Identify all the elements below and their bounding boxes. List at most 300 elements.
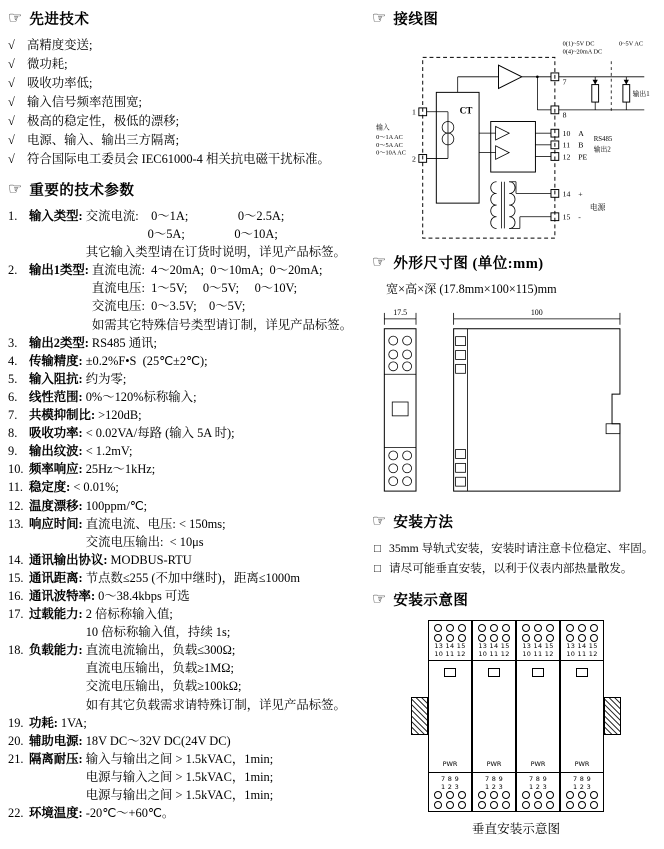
param-number: 10. <box>8 462 24 477</box>
param-line: 直流电流输出，负载≤300Ω; <box>85 643 236 658</box>
param-line: RS485 通讯; <box>91 335 157 350</box>
param-line: 25Hz～1kHz; <box>85 462 156 477</box>
feature-item <box>8 36 362 55</box>
module-window <box>488 668 500 677</box>
section-title-install-method: 安装方法 <box>393 515 454 531</box>
screw-circle <box>490 801 498 809</box>
params-list <box>8 207 362 822</box>
param-line: < 0.01%; <box>73 480 119 495</box>
screw-circle <box>446 624 454 632</box>
screw-circle <box>566 801 574 809</box>
feature-text: 输入信号频率范围宽; <box>27 95 142 109</box>
param-row <box>8 370 362 388</box>
check-mark: √ <box>8 133 15 147</box>
screw-circle <box>458 634 466 642</box>
param-row <box>8 497 362 515</box>
terminal-circles <box>476 624 512 642</box>
install-text: 35mm 导轨式安装，安装时请注意卡位稳定、牢固。 <box>389 542 654 555</box>
param-line: ±0.2%F•S (25℃±2℃); <box>85 353 208 368</box>
param-value <box>86 515 226 551</box>
pointer-icon: ☞ <box>372 9 387 27</box>
screw-circle <box>434 801 442 809</box>
param-number: 6. <box>8 389 18 404</box>
screw-circle <box>502 624 510 632</box>
param-label: 输入类型: <box>29 209 83 223</box>
check-mark: √ <box>8 38 15 52</box>
feature-item <box>8 112 362 131</box>
checkbox-icon: □ <box>374 542 382 555</box>
param-line: < 1.2mV; <box>85 444 133 459</box>
section-title-tech-params: 重要的技术参数 <box>29 183 135 199</box>
section-install-method-header <box>372 511 660 532</box>
param-line: 交流电压: 0～3.5V; 0～5V; <box>91 299 246 314</box>
screw-circle <box>458 791 466 799</box>
svg-text:0～1A AC: 0～1A AC <box>376 134 403 141</box>
svg-text:8: 8 <box>562 110 567 120</box>
param-line: 100ppm/℃; <box>85 498 148 513</box>
param-label: 稳定度: <box>29 480 71 495</box>
pointer-icon: ☞ <box>372 253 387 271</box>
svg-text:输出2: 输出2 <box>593 146 611 154</box>
param-line: < 0.02VA/每路 (输入 5A 时); <box>85 426 235 441</box>
screw-circle <box>590 801 598 809</box>
dimension-size-text: 宽×高×深 (17.8mm×100×115)mm <box>386 282 557 296</box>
screw-circle <box>478 624 486 632</box>
param-row <box>8 551 362 569</box>
screw-circle <box>546 791 554 799</box>
terminal-numbers: 10 11 12 <box>434 650 466 658</box>
feature-text: 微功耗; <box>27 57 68 71</box>
param-line: 0～38.4kbps 可选 <box>98 588 190 603</box>
param-number: 21. <box>8 751 24 766</box>
param-line: 交流电压输出: < 10μs <box>85 534 204 549</box>
param-label: 输入阻抗: <box>29 371 83 386</box>
screw-circle <box>458 624 466 632</box>
terminal-circles <box>564 624 600 642</box>
param-line: 约为零; <box>85 371 127 386</box>
param-line: 0～5A; 0～10A; <box>85 227 278 242</box>
param-label: 传输精度: <box>29 353 83 368</box>
param-row <box>8 442 362 460</box>
terminal-numbers: 10 11 12 <box>478 650 510 658</box>
param-row <box>8 587 362 605</box>
param-row <box>8 406 362 424</box>
param-value <box>86 497 147 515</box>
param-line: 2 倍标称输入值; <box>85 607 173 622</box>
param-row <box>8 641 362 713</box>
terminal-numbers: 7 8 9 <box>528 775 548 783</box>
param-line: 节点数≤255 (不加中继时)，距离≤1000m <box>85 570 300 585</box>
terminal-numbers: 1 2 3 <box>528 783 548 791</box>
svg-text:15: 15 <box>562 212 571 222</box>
screw-circle <box>490 624 498 632</box>
install-item <box>374 559 660 579</box>
param-value <box>86 388 197 406</box>
param-number: 5. <box>8 371 18 386</box>
param-number: 2. <box>8 263 18 278</box>
dimension-drawing <box>372 303 660 501</box>
param-line: 交流电压输出，负载≥100kΩ; <box>85 679 242 694</box>
param-label: 共模抑制比: <box>29 408 96 423</box>
terminal-numbers: 7 8 9 <box>572 775 592 783</box>
param-label: 输出2类型: <box>29 335 89 350</box>
output-terminals <box>551 73 613 222</box>
install-item <box>374 539 660 559</box>
param-line: 电源与输入之间 > 1.5kVAC，1min; <box>85 769 274 784</box>
param-label: 频率响应: <box>29 462 83 477</box>
svg-text:电源: 电源 <box>589 202 606 212</box>
param-line: 直流电压: 1～5V; 0～5V; 0～10V; <box>91 281 298 296</box>
param-row <box>8 334 362 352</box>
param-line: MODBUS-RTU <box>110 552 192 567</box>
param-value <box>86 641 346 713</box>
param-number: 7. <box>8 408 18 423</box>
param-line: 输入与输出之间 > 1.5kVAC，1min; <box>85 751 274 766</box>
screw-circle <box>490 791 498 799</box>
param-line: 0%～120%标称输入; <box>85 389 197 404</box>
right-column <box>372 8 660 837</box>
feature-text: 高精度变送; <box>27 38 93 52</box>
param-row <box>8 261 362 333</box>
screw-circle <box>434 634 442 642</box>
param-number: 12. <box>8 498 24 513</box>
diagram-caption: 垂直安装示意图 <box>471 822 561 836</box>
param-number: 8. <box>8 426 18 441</box>
module-window <box>576 668 588 677</box>
check-mark: √ <box>8 76 15 90</box>
screw-circle <box>478 634 486 642</box>
param-label: 输出1类型: <box>29 263 89 278</box>
terminal-numbers: 7 8 9 <box>440 775 460 783</box>
param-label: 响应时间: <box>29 516 83 531</box>
input-range-labels <box>376 122 406 156</box>
din-rail-right <box>604 697 621 735</box>
param-number: 15. <box>8 570 24 585</box>
screw-circle <box>578 801 586 809</box>
param-value <box>86 569 300 587</box>
feature-item <box>8 93 362 112</box>
svg-text:1: 1 <box>412 107 416 117</box>
svg-text:A: A <box>578 129 584 139</box>
screw-circle <box>458 801 466 809</box>
left-column <box>8 8 362 837</box>
checkbox-icon: □ <box>374 562 382 575</box>
svg-text:12: 12 <box>562 152 571 162</box>
param-line: 如有其它负载需求请特殊订制，详见产品标签。 <box>85 697 346 712</box>
param-line: -20℃～+60℃。 <box>85 806 175 821</box>
param-row <box>8 460 362 478</box>
screw-circle <box>578 791 586 799</box>
check-mark: √ <box>8 152 15 166</box>
screw-circle <box>522 634 530 642</box>
screw-circle <box>566 634 574 642</box>
section-install-diagram-header <box>372 589 660 610</box>
svg-text:输出1: 输出1 <box>632 91 650 99</box>
install-modules <box>428 620 604 812</box>
wiring-diagram <box>372 36 660 242</box>
din-rail-left <box>411 697 428 735</box>
param-row <box>8 804 362 822</box>
screw-circle <box>534 624 542 632</box>
param-number: 1. <box>8 209 18 223</box>
svg-text:B: B <box>578 140 584 150</box>
param-number: 18. <box>8 643 24 658</box>
feature-item <box>8 131 362 150</box>
param-number: 16. <box>8 588 24 603</box>
param-line: 直流电流: 4～20mA; 0～10mA; 0～20mA; <box>91 263 323 278</box>
screw-circle <box>502 634 510 642</box>
rs485-amplifier-block <box>479 122 551 173</box>
output1-dc-range-label2: 0(4)~20mA DC <box>562 48 603 56</box>
svg-text:11: 11 <box>562 140 571 150</box>
terminal-numbers: 1 2 3 <box>440 783 460 791</box>
front-view <box>384 329 416 491</box>
param-value <box>86 352 208 370</box>
screw-circle <box>522 791 530 799</box>
install-diagram <box>372 620 660 812</box>
module-pwr-label: PWR <box>530 760 546 768</box>
param-label: 输出纹波: <box>29 444 83 459</box>
section-title-advanced-tech: 先进技术 <box>29 12 90 28</box>
param-label: 通讯波特率: <box>29 588 96 603</box>
param-label: 功耗: <box>29 715 58 730</box>
param-value <box>73 478 119 496</box>
screw-circle <box>490 634 498 642</box>
param-row <box>8 605 362 641</box>
output1-dc-range-label: 0(1)~5V DC <box>562 40 595 48</box>
module-body <box>517 660 559 773</box>
screw-circle <box>534 634 542 642</box>
terminal-circles <box>432 791 468 809</box>
param-value <box>98 587 190 605</box>
svg-text:PE: PE <box>578 152 588 162</box>
param-line: 交流电流: 0～1A; 0～2.5A; <box>85 209 285 223</box>
terminal-numbers: 1 2 3 <box>572 783 592 791</box>
screw-circle <box>446 634 454 642</box>
svg-text:7: 7 <box>562 77 567 87</box>
param-line: 1VA; <box>60 715 87 730</box>
terminal-circles <box>432 624 468 642</box>
param-label: 温度漂移: <box>29 498 83 513</box>
feature-text: 极高的稳定性，极低的漂移; <box>27 114 180 128</box>
param-row <box>8 714 362 732</box>
width-dimension <box>384 308 416 325</box>
din-module <box>428 620 472 812</box>
screw-circle <box>546 634 554 642</box>
param-value <box>86 442 133 460</box>
power-transformer <box>491 182 551 229</box>
param-row <box>8 352 362 370</box>
param-number: 4. <box>8 353 18 368</box>
pointer-icon: ☞ <box>372 590 387 608</box>
pointer-icon: ☞ <box>372 512 387 530</box>
svg-text:输入: 输入 <box>376 124 390 132</box>
feature-text: 符合国际电工委员会 IEC61000-4 相关抗电磁干扰标准。 <box>27 152 330 166</box>
section-tech-params-header <box>8 179 362 200</box>
screw-circle <box>522 624 530 632</box>
pointer-icon: ☞ <box>8 9 23 27</box>
param-row <box>8 515 362 551</box>
section-title-wiring: 接线图 <box>393 12 439 28</box>
feature-item <box>8 55 362 74</box>
screw-circle <box>434 791 442 799</box>
param-label: 通讯输出协议: <box>29 552 108 567</box>
screw-circle <box>578 624 586 632</box>
terminal-numbers: 10 11 12 <box>566 650 598 658</box>
param-label: 吸收功率: <box>29 426 83 441</box>
param-label: 辅助电源: <box>29 733 83 748</box>
param-row <box>8 750 362 804</box>
feature-text: 吸收功率低; <box>27 76 93 90</box>
features-list <box>8 36 362 169</box>
param-row <box>8 569 362 587</box>
screw-circle <box>546 801 554 809</box>
module-pwr-label: PWR <box>442 760 458 768</box>
param-number: 20. <box>8 733 24 748</box>
param-line: 电源与输出之间 > 1.5kVAC，1min; <box>85 788 274 802</box>
screw-circle <box>534 791 542 799</box>
check-mark: √ <box>8 57 15 71</box>
din-module <box>560 620 604 812</box>
param-value <box>98 406 141 424</box>
screw-circle <box>478 791 486 799</box>
module-body <box>429 660 471 773</box>
terminal-circles <box>476 791 512 809</box>
module-pwr-label: PWR <box>574 760 590 768</box>
terminal-numbers: 13 14 15 <box>566 642 598 650</box>
svg-text:CT: CT <box>459 105 473 116</box>
svg-text:17.5: 17.5 <box>393 307 408 317</box>
param-label: 环境温度: <box>29 806 83 821</box>
pointer-icon: ☞ <box>8 180 23 198</box>
din-module <box>516 620 560 812</box>
terminal-numbers: 13 14 15 <box>478 642 510 650</box>
param-row <box>8 424 362 442</box>
param-number: 13. <box>8 516 24 531</box>
check-mark: √ <box>8 114 15 128</box>
screw-circle <box>434 624 442 632</box>
param-label: 过载能力: <box>29 607 83 622</box>
install-list <box>372 539 660 579</box>
param-row <box>8 207 362 261</box>
terminal-numbers: 10 11 12 <box>522 650 554 658</box>
module-body <box>561 660 603 773</box>
param-number: 22. <box>8 806 24 821</box>
terminal-numbers: 13 14 15 <box>522 642 554 650</box>
section-title-dimensions: 外形尺寸图 (单位:mm) <box>393 256 544 272</box>
check-mark: √ <box>8 95 15 109</box>
section-wiring-header <box>372 8 660 29</box>
screw-circle <box>590 634 598 642</box>
module-window <box>444 668 456 677</box>
param-value <box>86 605 231 641</box>
param-number: 17. <box>8 607 24 622</box>
param-value <box>86 207 346 261</box>
terminal-circles <box>520 624 556 642</box>
output1-ac-range-label: 0~5V AC <box>619 40 644 48</box>
screw-circle <box>590 624 598 632</box>
param-row <box>8 732 362 750</box>
param-label: 通讯距离: <box>29 570 83 585</box>
screw-circle <box>566 624 574 632</box>
screw-circle <box>446 801 454 809</box>
param-line: 直流电流、电压: < 150ms; <box>85 516 226 531</box>
param-number: 3. <box>8 335 18 350</box>
side-view <box>454 329 620 491</box>
param-value <box>86 370 127 388</box>
output1-loads <box>559 61 650 113</box>
param-label: 线性范围: <box>29 389 83 404</box>
param-value <box>86 460 156 478</box>
svg-text:0～10A AC: 0～10A AC <box>376 149 406 157</box>
height-dimension <box>454 308 620 325</box>
screw-circle <box>590 791 598 799</box>
section-title-install-diagram: 安装示意图 <box>393 593 469 609</box>
module-body <box>473 660 515 773</box>
section-dimensions-header <box>372 252 660 273</box>
param-value <box>92 334 157 352</box>
screw-circle <box>502 801 510 809</box>
terminal-numbers: 13 14 15 <box>434 642 466 650</box>
screw-circle <box>478 801 486 809</box>
svg-text:0～5A AC: 0～5A AC <box>376 141 403 149</box>
param-value <box>86 804 175 822</box>
svg-text:+: + <box>578 189 583 199</box>
param-row <box>8 478 362 496</box>
terminal-numbers: 1 2 3 <box>484 783 504 791</box>
screw-circle <box>534 801 542 809</box>
param-value <box>86 732 231 750</box>
svg-text:-: - <box>578 212 581 222</box>
param-value <box>92 261 352 333</box>
param-line: 18V DC～32V DC(24V DC) <box>85 733 231 748</box>
param-number: 11. <box>8 480 24 495</box>
param-number: 14. <box>8 552 24 567</box>
terminal-circles <box>520 791 556 809</box>
param-number: 19. <box>8 715 24 730</box>
svg-text:14: 14 <box>562 189 571 199</box>
feature-text: 电源、输入、输出三方隔离; <box>27 133 180 147</box>
module-pwr-label: PWR <box>486 760 502 768</box>
param-label: 负载能力: <box>29 643 83 658</box>
module-window <box>532 668 544 677</box>
svg-text:RS485: RS485 <box>593 135 613 143</box>
feature-item <box>8 150 362 169</box>
param-line: >120dB; <box>98 408 142 423</box>
screw-circle <box>578 634 586 642</box>
svg-text:2: 2 <box>412 154 416 164</box>
screw-circle <box>446 791 454 799</box>
param-value <box>86 424 235 442</box>
param-value <box>86 750 273 804</box>
svg-text:100: 100 <box>530 307 543 317</box>
param-label: 隔离耐压: <box>29 751 83 766</box>
param-number: 9. <box>8 444 18 459</box>
param-line: 其它输入类型请在订货时说明，详见产品标签。 <box>85 245 346 260</box>
input-terminals <box>412 108 427 164</box>
param-value <box>61 714 87 732</box>
svg-text:10: 10 <box>562 129 571 139</box>
param-line: 10 倍标称输入值，持续 1s; <box>85 625 231 640</box>
screw-circle <box>522 801 530 809</box>
output1-amplifier <box>458 65 551 110</box>
terminal-numbers: 7 8 9 <box>484 775 504 783</box>
param-line: 如需其它特殊信号类型请订制，详见产品标签。 <box>91 317 353 332</box>
feature-item <box>8 74 362 93</box>
din-module <box>472 620 516 812</box>
param-value <box>110 551 191 569</box>
param-row <box>8 388 362 406</box>
